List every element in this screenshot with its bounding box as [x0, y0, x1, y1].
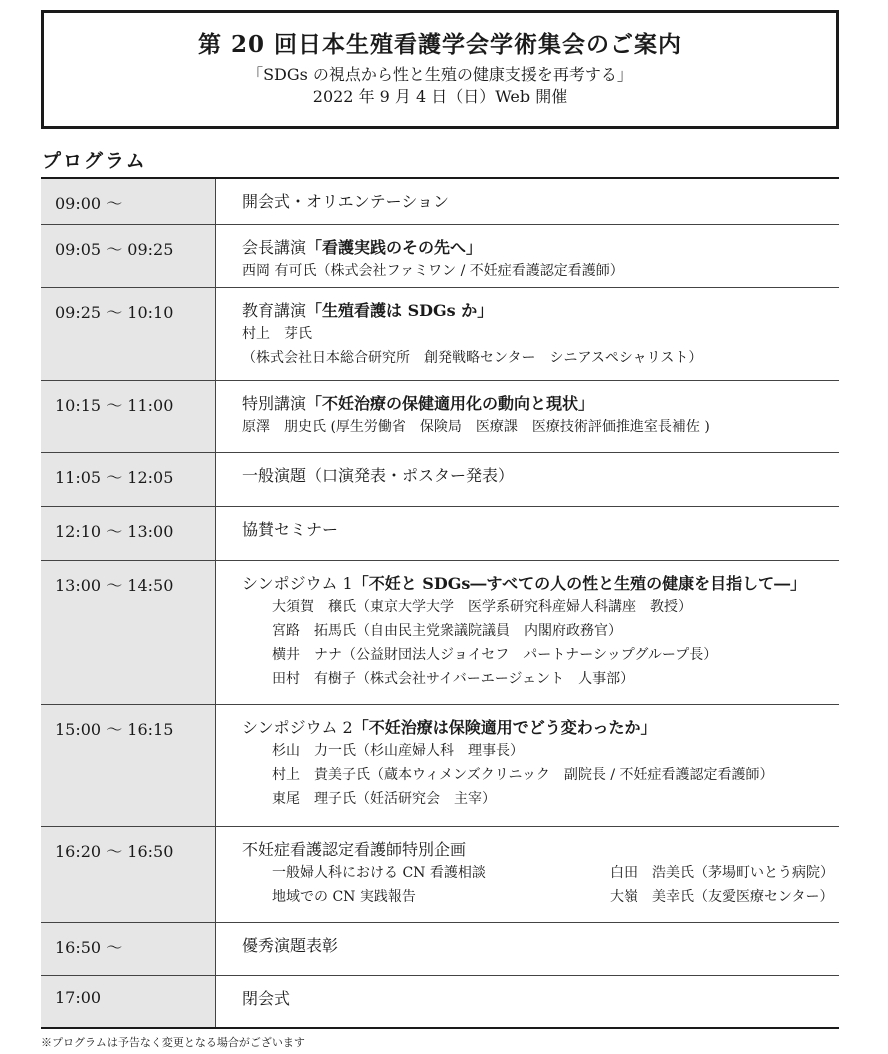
- session-title: 協賛セミナー: [242, 519, 339, 539]
- session-theme: 「生殖看護は SDGs か」: [306, 300, 494, 320]
- speaker: 横井 ナナ（公益財団法人ジョイセフ パートナーシップグループ長）: [272, 646, 718, 663]
- sub-session-speaker: 白田 浩美氏（茅場町いとう病院）: [610, 864, 834, 881]
- session-content: [216, 975, 840, 1028]
- sub-session-topic: 一般婦人科における CN 看護相談: [272, 864, 486, 881]
- session-title: 不妊症看護認定看護師特別企画: [242, 839, 467, 859]
- session-title: [242, 237, 839, 259]
- program-table: [41, 177, 839, 1029]
- program-row: [41, 506, 839, 560]
- session-type: シンポジウム 2: [242, 717, 353, 737]
- session-content: [216, 704, 840, 826]
- session-title: [242, 300, 839, 322]
- session-time: 11:05 ～ 12:05: [41, 452, 216, 506]
- program-row: [41, 826, 839, 922]
- session-type: 特別講演: [242, 393, 307, 413]
- session-time: 09:00 ～: [41, 178, 216, 224]
- session-content: [216, 380, 840, 452]
- session-content: [216, 224, 840, 287]
- session-content: [216, 178, 840, 224]
- speaker: 田村 有樹子（株式会社サイバーエージェント 人事部）: [272, 670, 635, 687]
- session-theme: 「看護実践のその先へ」: [306, 237, 483, 257]
- session-time: 15:00 ～ 16:15: [41, 704, 216, 826]
- session-title: 優秀演題表彰: [242, 935, 339, 955]
- program-row: [41, 178, 839, 224]
- session-time: 12:10 ～ 13:00: [41, 506, 216, 560]
- session-type: 会長講演: [242, 237, 307, 257]
- session-title: [242, 717, 839, 739]
- program-row: [41, 452, 839, 506]
- session-title: 開会式・オリエンテーション: [242, 192, 450, 211]
- session-time: 16:50 ～: [41, 922, 216, 975]
- program-heading: プログラム: [42, 150, 147, 172]
- session-type: 教育講演: [242, 300, 307, 320]
- session-time: 09:05 ～ 09:25: [41, 224, 216, 287]
- footnote: ※プログラムは予告なく変更となる場合がございます: [41, 1036, 305, 1049]
- session-content: [216, 287, 840, 380]
- sub-session-speaker: 大嶺 美幸氏（友愛医療センター）: [610, 888, 834, 905]
- program-row: [41, 380, 839, 452]
- speaker: 杉山 力一氏（杉山産婦人科 理事長）: [272, 742, 524, 759]
- speaker: 大須賀 穣氏（東京大学大学 医学系研究科産婦人科講座 教授）: [272, 598, 692, 615]
- program-row: [41, 287, 839, 380]
- session-time: 17:00: [41, 975, 216, 1028]
- program-row: [41, 704, 839, 826]
- speaker: 宮路 拓馬氏（自由民主党衆議院議員 内閣府政務官）: [272, 622, 622, 639]
- speaker: 村上 芽氏: [242, 325, 312, 342]
- speaker: 東尾 理子氏（妊活研究会 主宰）: [272, 790, 496, 807]
- program-row: [41, 975, 839, 1028]
- speaker-affiliation: （株式会社日本総合研究所 創発戦略センター シニアスペシャリスト）: [242, 349, 703, 366]
- sub-session: [242, 885, 839, 909]
- session-theme: 「不妊治療は保険適用でどう変わったか」: [352, 717, 657, 737]
- session-title: 一般演題（口演発表・ポスター発表）: [242, 465, 515, 485]
- speaker: 村上 貴美子氏（蔵本ウィメンズクリニック 副院長 / 不妊症看護認定看護師）: [272, 766, 774, 783]
- session-title: [242, 393, 839, 415]
- session-content: [216, 452, 840, 506]
- session-theme: 「不妊治療の保健適用化の動向と現状」: [306, 393, 595, 413]
- session-theme: 「不妊と SDGs―すべての人の性と生殖の健康を目指して―」: [352, 573, 807, 593]
- session-content: [216, 826, 840, 922]
- page-title: 第 20 回日本生殖看護学会学術集会のご案内: [197, 31, 683, 58]
- program-row: [41, 922, 839, 975]
- session-title: [242, 573, 839, 595]
- session-time: 09:25 ～ 10:10: [41, 287, 216, 380]
- speaker: 原澤 朋史氏 (厚生労働省 保険局 医療課 医療技術評価推進室長補佐 ): [242, 418, 710, 435]
- program-row: [41, 560, 839, 704]
- session-title: 閉会式: [242, 988, 291, 1008]
- sub-session: [242, 861, 839, 885]
- session-type: シンポジウム 1: [242, 573, 353, 593]
- session-content: [216, 922, 840, 975]
- session-time: 10:15 ～ 11:00: [41, 380, 216, 452]
- speaker: 西岡 有可氏（株式会社ファミワン / 不妊症看護認定看護師）: [242, 262, 624, 279]
- session-time: 13:00 ～ 14:50: [41, 560, 216, 704]
- session-content: [216, 560, 840, 704]
- subtitle: 「SDGs の視点から性と生殖の健康支援を再考する」: [247, 65, 633, 84]
- session-time: 16:20 ～ 16:50: [41, 826, 216, 922]
- header-box: [41, 10, 839, 129]
- sub-session-topic: 地域での CN 実践報告: [272, 888, 416, 905]
- program-row: [41, 224, 839, 287]
- session-content: [216, 506, 840, 560]
- event-date: 2022 年 9 月 4 日（日）Web 開催: [312, 87, 568, 106]
